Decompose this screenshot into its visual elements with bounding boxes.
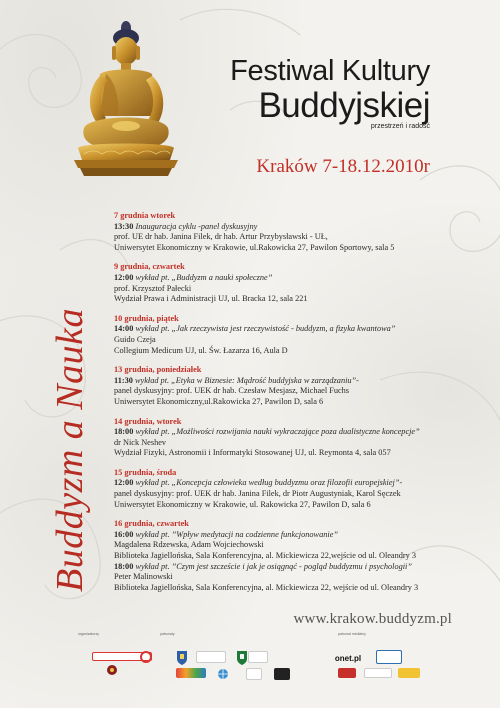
patron-logo xyxy=(248,651,268,663)
event-date: 10 grudnia, piątek xyxy=(114,313,179,323)
event-program xyxy=(114,211,444,602)
festival-title xyxy=(190,55,440,130)
event-time: 14:00 xyxy=(114,324,134,334)
event-date: 9 grudnia, czwartek xyxy=(114,262,185,272)
event-time: 12:00 xyxy=(114,272,134,282)
crest-logo-icon xyxy=(176,650,188,666)
event-people: panel dyskusyjny: prof. UEK dr hab. Janina Filek, dr Piotr Augustyniak, Karol Sęczek xyxy=(114,489,401,499)
event-date: 13 grudnia, poniedziałek xyxy=(114,365,202,375)
onet-logo: onet.pl xyxy=(334,653,362,663)
event-place: Wydział Fizyki, Astronomii i Informatyki Stosowanej UJ, ul. Reymonta 4, sala 057 xyxy=(114,448,391,458)
event-title: Inauguracja cyklu -panel dyskusyjny xyxy=(135,221,258,231)
event-time: 16:00 xyxy=(114,529,134,539)
crest-logo-icon xyxy=(236,650,248,666)
title-line-1: Festiwal Kultury xyxy=(230,55,430,87)
media-logo xyxy=(398,668,420,678)
event-date: 7 grudnia wtorek xyxy=(114,211,176,220)
event-people: Magdalena Rdzewska, Adam Wojciechowski xyxy=(114,540,264,550)
globe-logo-icon xyxy=(216,668,230,680)
buddha-statue-image xyxy=(70,18,182,178)
event-place: Uniwersytet Ekonomiczny w Krakowie, ul.Rakowicka 27, Pawilon Sportowy, sala 5 xyxy=(114,242,395,252)
patron-logo xyxy=(236,650,248,666)
event-kind: wykład pt. xyxy=(135,478,170,488)
event-title: „Etyka w Biznesie: Mądrość buddyjska w zarządzaniu”- xyxy=(171,375,359,385)
event-kind: wykład pt. xyxy=(135,561,170,571)
event-place: Uniwersytet Ekonomiczny,ul.Rakowicka 27, Pawilon D, sala 6 xyxy=(114,396,324,406)
event-people: panel dyskusyjny: prof. UEK dr hab. Czesław Mesjasz, Michael Fuchs xyxy=(114,386,350,396)
event-people: Guido Czeja xyxy=(114,334,156,344)
event-people: Peter Malinowski xyxy=(114,572,173,582)
patron-logo xyxy=(176,668,206,678)
event-item xyxy=(114,365,444,407)
event-date: 14 grudnia, wtorek xyxy=(114,416,182,426)
event-item xyxy=(114,211,444,253)
patron-logo xyxy=(274,668,290,680)
event-kind: wykład pt. xyxy=(135,427,170,437)
event-place: Collegium Medicum UJ, ul. Św. Łazarza 16, Aula D xyxy=(114,345,288,355)
event-place: Uniwersytet Ekonomiczny w Krakowie, ul. Rakowicka 27, Pawilon D, sala 6 xyxy=(114,499,371,509)
event-date: 15 grudnia, środa xyxy=(114,467,177,477)
patron-logo xyxy=(176,650,188,666)
event-kind: wykład pt. xyxy=(135,529,170,539)
media-logo xyxy=(338,668,356,678)
title-line-2: Buddyjskiej xyxy=(258,86,430,125)
event-item xyxy=(114,262,444,304)
media-logo xyxy=(364,668,392,678)
event-people: dr Nick Neshev xyxy=(114,437,167,447)
organizers-label: organizatorzy xyxy=(78,632,100,636)
event-people: prof. Krzysztof Pałecki xyxy=(114,283,192,293)
event-title: „Buddyzm a nauki społeczne” xyxy=(171,272,273,282)
event-place: Biblioteka Jagiellońska, Sala Konferencyjna, al. Mickiewicza 22, wejście od ul. Oleandry 3 xyxy=(114,582,419,592)
event-time: 18:00 xyxy=(114,427,134,437)
title-subtitle: przestrzeń i radość xyxy=(370,123,430,130)
event-title: „Możliwości rozwijania nauki wykraczające poza dualistyczne koncepcje” xyxy=(171,427,420,437)
vertical-title: Buddyzm a Nauka xyxy=(49,307,91,592)
organizer-logo xyxy=(100,664,124,676)
event-time: 18:00 xyxy=(114,561,134,571)
event-item xyxy=(114,314,444,356)
patron-logo xyxy=(246,668,262,680)
event-item xyxy=(114,417,444,459)
event-kind: wykład pt. xyxy=(135,272,170,282)
event-item xyxy=(114,519,444,593)
event-place: Biblioteka Jagiellońska, Sala Konferencyjna, al. Mickiewicza 22,wejście od ul. Oleandry 3 xyxy=(114,551,417,561)
festival-dates: Kraków 7-18.12.2010r xyxy=(256,156,430,177)
event-title: „Koncepcja człowieka według buddyzmu oraz filozofii europejskiej”- xyxy=(171,478,403,488)
red-circle-logo-icon xyxy=(138,651,154,663)
event-kind: wykład pt. xyxy=(135,324,170,334)
event-title: ”Wpływ medytacji na codzienne funkcjonowanie” xyxy=(171,529,338,539)
patron-logo xyxy=(196,651,226,663)
organizer-emblem-icon xyxy=(100,664,124,676)
event-time: 12:00 xyxy=(114,478,134,488)
event-time: 11:30 xyxy=(114,375,133,385)
event-title: ”Czym jest szczeście i jak je osiągnąć - pogląd buddyzmu i psychologii” xyxy=(171,561,412,571)
organizer-logo xyxy=(138,651,154,663)
event-item xyxy=(114,468,444,510)
patron-logo xyxy=(216,668,230,680)
event-people: prof. UE dr hab. Janina Filek, dr hab. Artur Przybysławski - UŁ, xyxy=(114,232,328,242)
media-logo xyxy=(376,650,402,664)
event-time: 13:30 xyxy=(114,221,134,231)
event-kind: wykład pt. xyxy=(134,375,170,385)
patrons-label: patronaty xyxy=(160,632,175,636)
event-place: Wydział Prawa i Administracji UJ, ul. Bracka 12, sala 221 xyxy=(114,294,308,304)
event-date: 16 grudnia, czwartek xyxy=(114,519,189,529)
event-title: „Jak rzeczywista jest rzeczywistość - buddyzm, a fizyka kwantowa” xyxy=(171,324,396,334)
media-patrons-label: patronat medialny xyxy=(338,632,366,636)
website-url[interactable]: www.krakow.buddyzm.pl xyxy=(293,611,452,627)
